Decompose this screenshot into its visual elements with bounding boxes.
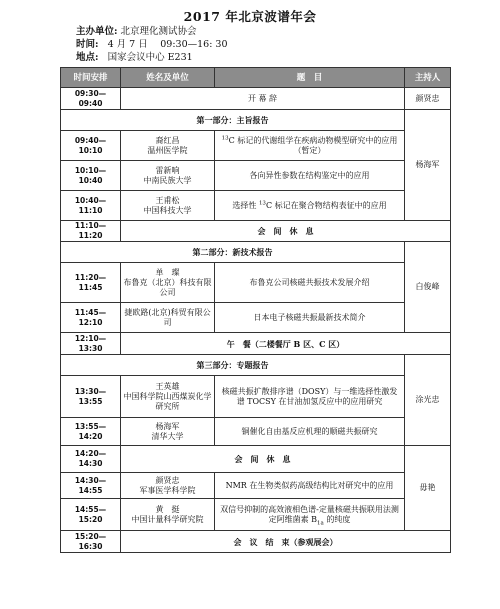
talk9-topic-pre: 双信号抑制的高效液相色谱-定量核磁共振联用法测定阿维菌素 B bbox=[220, 504, 399, 524]
lunch-text: 午 餐（二楼餐厅 B 区、C 区） bbox=[121, 333, 451, 355]
talk8-topic: NMR 在生物类似药高级结构比对研究中的应用 bbox=[215, 473, 405, 499]
section2-title: 第二部分：新技术报告 bbox=[61, 242, 405, 263]
location-label: 地点: bbox=[76, 52, 99, 63]
talk6-time: 13:30—13:55 bbox=[61, 376, 121, 418]
header-topic: 题 目 bbox=[215, 68, 405, 88]
header-host: 主持人 bbox=[405, 68, 451, 88]
talk4-time: 11:20—11:45 bbox=[61, 263, 121, 303]
section1-title: 第一部分：主旨报告 bbox=[61, 110, 405, 131]
talk5-speaker: 捷欧路(北京)科贸有限公司 bbox=[121, 303, 215, 333]
talk8-time: 14:30—14:55 bbox=[61, 473, 121, 499]
break2-time: 14:20—14:30 bbox=[61, 446, 121, 473]
talk9-speaker: 黄 挺 中国计量科学研究院 bbox=[121, 499, 215, 531]
talk3-topic-pre: 选择性 bbox=[232, 200, 259, 210]
talk9-time: 14:55—15:20 bbox=[61, 499, 121, 531]
talk4-topic: 布鲁克公司核磁共振技术发展介绍 bbox=[215, 263, 405, 303]
break1-time: 11:10—11:20 bbox=[61, 221, 121, 242]
talk1-topic-sup: 13 bbox=[221, 134, 229, 141]
break2-text: 会 间 休 息 bbox=[121, 446, 405, 473]
talk6-topic: 核磁共振扩散排序谱（DOSY）与一维选择性激发谱 TOCSY 在甘油加氢反应中的应用研究 bbox=[215, 376, 405, 418]
talk9-topic-sub: 1a bbox=[317, 520, 324, 527]
talk1-topic-text: C 标记的代谢组学在疾病动物模型研究中的应用（暂定） bbox=[228, 135, 398, 155]
talk4-speaker: 单 璨 布鲁克（北京）科技有限公司 bbox=[121, 263, 215, 303]
break1-text: 会 间 休 息 bbox=[121, 221, 451, 242]
talk1-speaker: 裔红昌 温州医学院 bbox=[121, 131, 215, 161]
talk2-speaker: 雷新响 中南民族大学 bbox=[121, 161, 215, 191]
section2-host: 白俊峰 bbox=[405, 242, 451, 333]
talk5-topic: 日本电子核磁共振最新技术简介 bbox=[215, 303, 405, 333]
section1-host: 杨海军 bbox=[405, 110, 451, 221]
time-label: 时间: bbox=[76, 39, 99, 50]
document-title: 2017 年北京波谱年会 bbox=[183, 9, 317, 24]
talk6-speaker: 王英雄 中国科学院山西煤炭化学研究所 bbox=[121, 376, 215, 418]
opening-time: 09:30—09:40 bbox=[61, 88, 121, 110]
organizer-value: 北京理化测试协会 bbox=[120, 26, 197, 37]
opening-host: 颜贤忠 bbox=[405, 88, 451, 110]
talk9-topic-text: 的纯度 bbox=[323, 514, 351, 524]
lunch-time: 12:10—13:30 bbox=[61, 333, 121, 355]
section3-host2: 毋艳 bbox=[405, 446, 451, 531]
talk1-topic bbox=[215, 131, 405, 161]
section3-title: 第三部分：专题报告 bbox=[61, 355, 405, 376]
time-line bbox=[76, 38, 228, 51]
talk3-topic-text: C 标记在聚合物结构表征中的应用 bbox=[265, 200, 387, 210]
closing-text: 会 议 结 束（参观展会） bbox=[121, 531, 451, 553]
talk9-topic bbox=[215, 499, 405, 531]
talk2-topic: 各向异性参数在结构鉴定中的应用 bbox=[215, 161, 405, 191]
talk3-topic-sup: 13 bbox=[258, 199, 266, 206]
talk1-time: 09:40—10:10 bbox=[61, 131, 121, 161]
talk7-time: 13:55—14:20 bbox=[61, 418, 121, 446]
organizer-label: 主办单位: bbox=[76, 26, 118, 37]
talk7-speaker: 杨海军 清华大学 bbox=[121, 418, 215, 446]
organizer-line bbox=[76, 25, 197, 38]
talk2-time: 10:10—10:40 bbox=[61, 161, 121, 191]
location-line bbox=[76, 51, 193, 64]
talk3-time: 10:40—11:10 bbox=[61, 191, 121, 221]
talk3-speaker: 王甫松 中国科技大学 bbox=[121, 191, 215, 221]
opening-text: 开 幕 辞 bbox=[121, 88, 405, 110]
talk3-topic bbox=[215, 191, 405, 221]
schedule-table bbox=[60, 67, 451, 553]
talk7-topic: 铜催化自由基反应机理的顺磁共振研究 bbox=[215, 418, 405, 446]
header-speaker: 姓名及单位 bbox=[121, 68, 215, 88]
talk5-time: 11:45—12:10 bbox=[61, 303, 121, 333]
time-value: 4 月 7 日 09:30—16: 30 bbox=[107, 39, 228, 50]
header-time: 时间安排 bbox=[61, 68, 121, 88]
talk8-speaker: 颜贤忠 军事医学科学院 bbox=[121, 473, 215, 499]
section3-host1: 涂光忠 bbox=[405, 355, 451, 446]
location-value: 国家会议中心 E231 bbox=[107, 52, 193, 63]
closing-time: 15:20—16:30 bbox=[61, 531, 121, 553]
